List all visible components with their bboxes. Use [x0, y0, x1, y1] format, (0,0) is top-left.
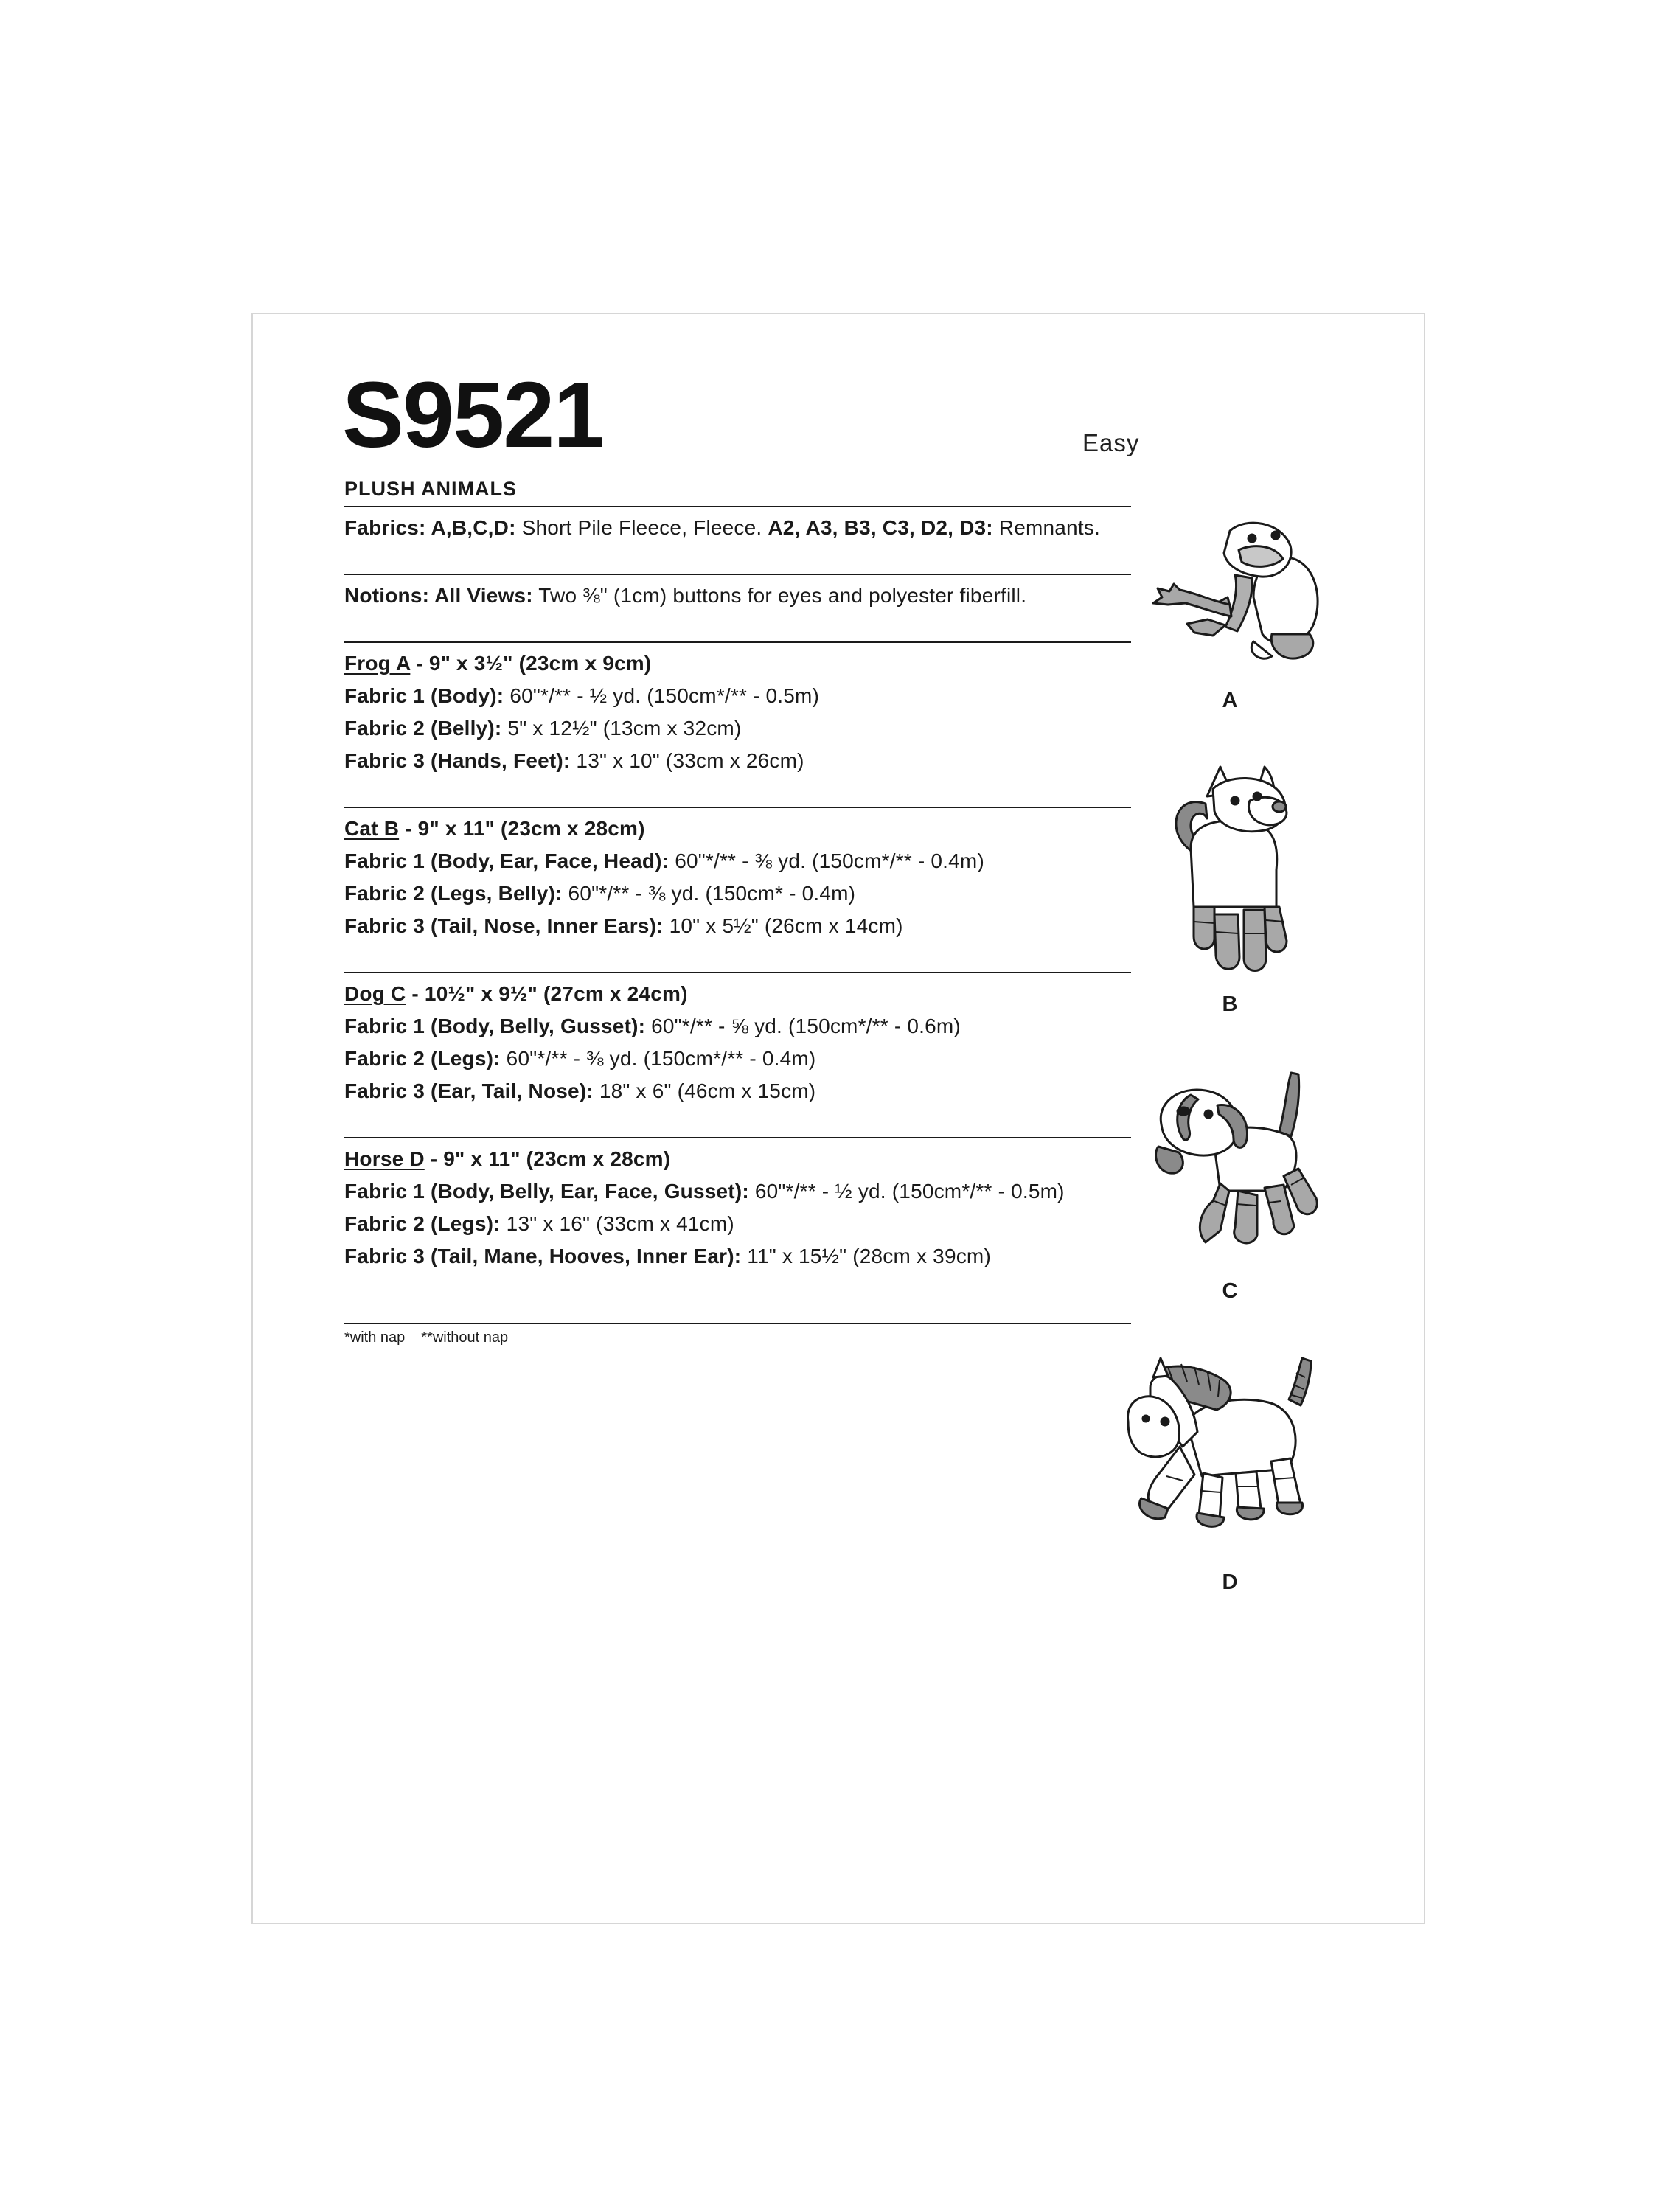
fabric-label: Fabric 1 (Body, Ear, Face, Head):: [344, 849, 669, 872]
fabric-label: Fabric 2 (Legs):: [344, 1212, 501, 1235]
fabric-row: [344, 882, 855, 905]
fabrics-label: Fabrics: A,B,C,D:: [344, 516, 516, 539]
fabric-row: [344, 1212, 734, 1236]
fabric-row: [344, 914, 903, 938]
footnote-with-nap: *with nap: [344, 1329, 406, 1346]
fabric-label: Fabric 2 (Belly):: [344, 717, 502, 740]
fabric-row: [344, 1015, 961, 1038]
view-size: - 9" x 11" (23cm x 28cm): [399, 817, 645, 840]
remnants-text: Remnants.: [992, 516, 1100, 539]
frog-illustration: [1143, 516, 1327, 671]
pattern-number: S9521: [342, 363, 604, 467]
fabric-value: 60"*/** - ½ yd. (150cm*/** - 0.5m): [504, 684, 820, 707]
horse-illustration: [1121, 1351, 1335, 1565]
remnants-label: A2, A3, B3, C3, D2, D3:: [768, 516, 993, 539]
view-header-horse: [344, 1147, 670, 1171]
fabric-value: 60"*/** - ⅜ yd. (150cm*/** - 0.4m): [500, 1047, 816, 1070]
fabric-value: 13" x 16" (33cm x 41cm): [500, 1212, 734, 1235]
fabric-value: 11" x 15½" (28cm x 39cm): [741, 1245, 991, 1267]
cat-illustration: [1161, 759, 1316, 981]
divider: [344, 807, 1131, 808]
view-size: - 9" x 3½" (23cm x 9cm): [410, 652, 652, 675]
notions-text: Two ⅜" (1cm) buttons for eyes and polyester fiberfill.: [532, 584, 1027, 607]
view-header-cat: [344, 817, 645, 841]
divider: [344, 574, 1131, 575]
view-name: Dog C: [344, 982, 406, 1005]
dog-illustration: [1147, 1065, 1324, 1265]
fabrics-text: Short Pile Fleece, Fleece.: [515, 516, 768, 539]
fabric-value: 60"*/** - ⅝ yd. (150cm*/** - 0.6m): [645, 1015, 961, 1037]
fabric-row: [344, 749, 804, 773]
fabric-value: 13" x 10" (33cm x 26cm): [570, 749, 804, 772]
view-letter-c: C: [1222, 1279, 1238, 1303]
fabric-row: [344, 1245, 991, 1268]
fabric-label: Fabric 3 (Tail, Mane, Hooves, Inner Ear):: [344, 1245, 742, 1267]
view-letter-d: D: [1222, 1571, 1238, 1594]
view-size: - 9" x 11" (23cm x 28cm): [424, 1147, 671, 1170]
fabric-label: Fabric 3 (Tail, Nose, Inner Ears):: [344, 914, 664, 937]
fabric-value: 18" x 6" (46cm x 15cm): [593, 1079, 816, 1102]
view-name: Horse D: [344, 1147, 425, 1170]
divider: [344, 1137, 1131, 1138]
view-header-frog: [344, 652, 651, 675]
fabric-label: Fabric 3 (Ear, Tail, Nose):: [344, 1079, 594, 1102]
fabric-row: [344, 1079, 815, 1103]
divider: [344, 972, 1131, 973]
divider: [344, 506, 1131, 507]
view-letter-b: B: [1222, 992, 1238, 1016]
fabric-value: 5" x 12½" (13cm x 32cm): [501, 717, 742, 740]
fabric-label: Fabric 2 (Legs, Belly):: [344, 882, 563, 905]
fabric-label: Fabric 1 (Body):: [344, 684, 504, 707]
footnote-without-nap: **without nap: [421, 1329, 509, 1346]
fabric-label: Fabric 1 (Body, Belly, Ear, Face, Gusset):: [344, 1180, 749, 1203]
fabric-label: Fabric 1 (Body, Belly, Gusset):: [344, 1015, 646, 1037]
divider: [344, 1323, 1131, 1324]
difficulty-label: Easy: [1082, 429, 1140, 456]
footnotes: [344, 1329, 508, 1346]
fabric-row: [344, 717, 741, 740]
view-name: Frog A: [344, 652, 411, 675]
fabric-row: [344, 1180, 1065, 1203]
fabric-row: [344, 849, 984, 873]
view-header-dog: [344, 982, 688, 1006]
fabrics-line: [344, 516, 1100, 540]
fabric-row: [344, 1047, 815, 1071]
notions-line: [344, 584, 1026, 608]
fabric-label: Fabric 2 (Legs):: [344, 1047, 501, 1070]
notions-label: Notions: All Views:: [344, 584, 533, 607]
fabric-value: 60"*/** - ⅜ yd. (150cm* - 0.4m): [562, 882, 856, 905]
fabric-value: 60"*/** - ⅜ yd. (150cm*/** - 0.4m): [669, 849, 984, 872]
view-size: - 10½" x 9½" (27cm x 24cm): [406, 982, 688, 1005]
fabric-label: Fabric 3 (Hands, Feet):: [344, 749, 571, 772]
pattern-subtitle: PLUSH ANIMALS: [344, 478, 517, 500]
fabric-value: 60"*/** - ½ yd. (150cm*/** - 0.5m): [748, 1180, 1065, 1203]
divider: [344, 641, 1131, 643]
view-letter-a: A: [1222, 689, 1238, 712]
view-name: Cat B: [344, 817, 400, 840]
fabric-row: [344, 684, 819, 708]
fabric-value: 10" x 5½" (26cm x 14cm): [663, 914, 903, 937]
